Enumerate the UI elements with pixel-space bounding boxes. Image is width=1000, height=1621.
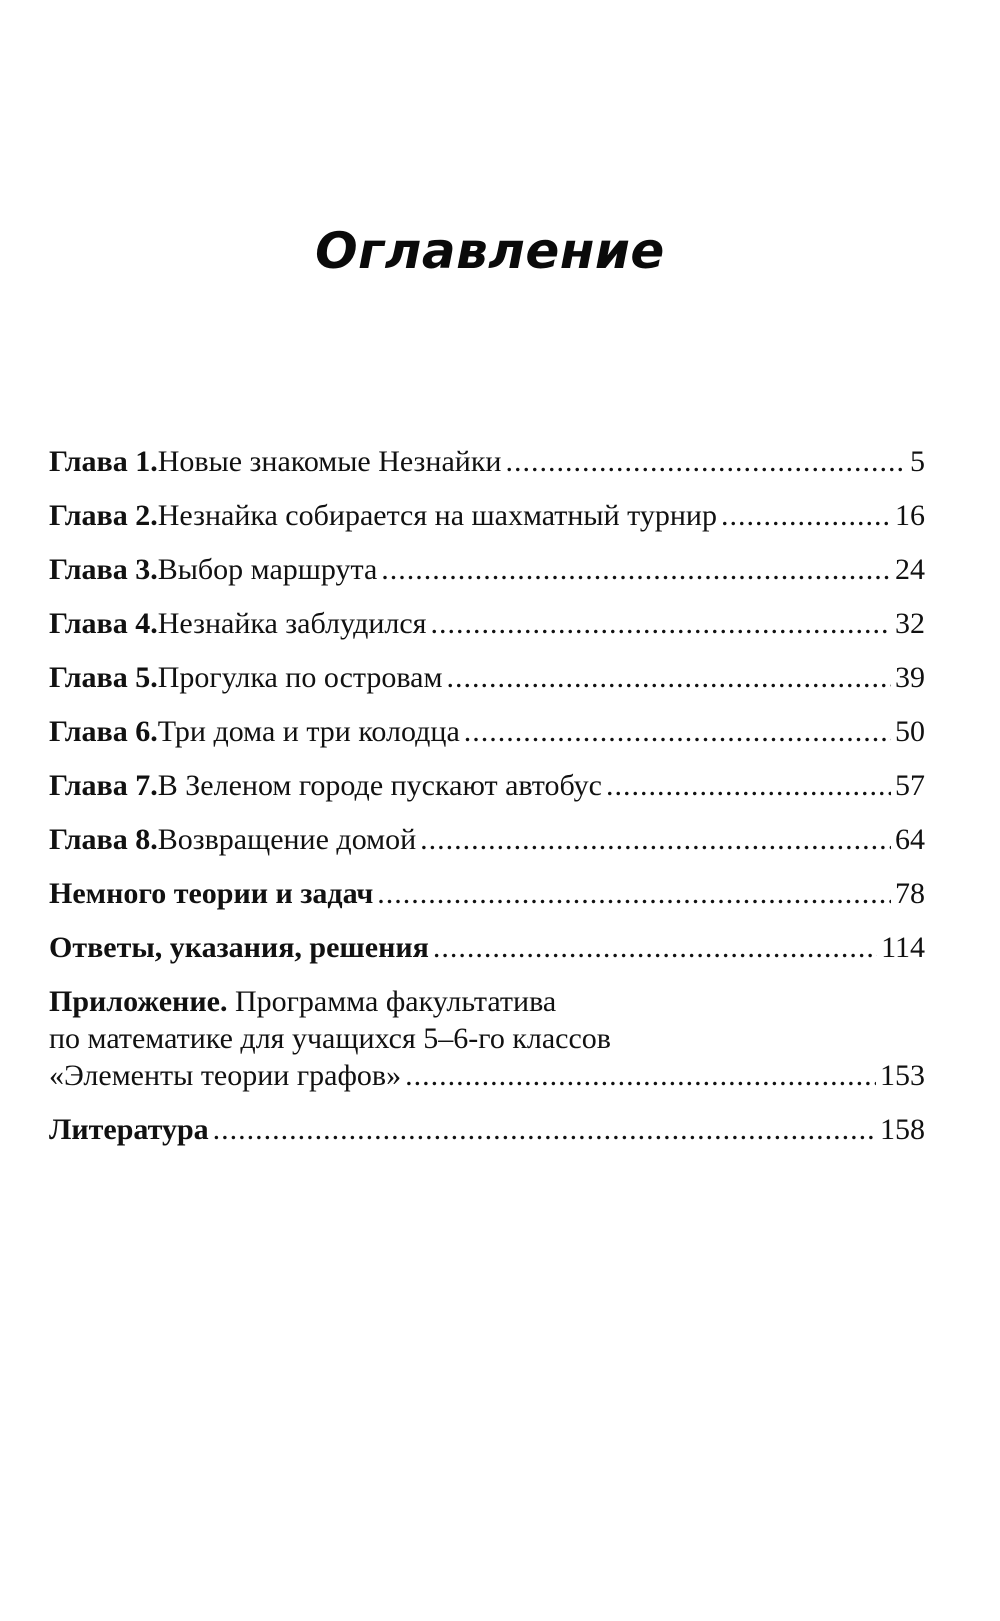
dot-leader — [464, 713, 891, 750]
toc-entry-chapter-2 — [49, 497, 925, 534]
toc-entry-chapter-1 — [49, 443, 925, 480]
table-of-contents — [49, 443, 925, 1165]
toc-entry-page: 39 — [895, 661, 925, 694]
toc-entry-page: 78 — [895, 877, 925, 910]
toc-entry-chapter-3 — [49, 551, 925, 588]
toc-entry-title: Возвращение домой — [157, 823, 417, 856]
dot-leader — [420, 821, 891, 858]
toc-entry-title: Три дома и три колодца — [157, 715, 460, 748]
dot-leader — [446, 659, 891, 696]
toc-entry-lead: Глава 1. — [49, 445, 158, 478]
dot-leader — [381, 551, 891, 588]
toc-entry-page: 50 — [895, 715, 925, 748]
toc-entry-title: Незнайка заблудился — [157, 607, 427, 640]
toc-entry-answers — [49, 929, 925, 966]
dot-leader — [405, 1057, 876, 1094]
toc-entry-lead: Немного теории и задач — [49, 877, 374, 910]
dot-leader — [505, 443, 906, 480]
toc-entry-page: 153 — [880, 1059, 925, 1092]
appendix-line-3 — [49, 1057, 925, 1094]
dot-leader — [430, 605, 891, 642]
toc-entry-lead: Глава 6. — [49, 715, 158, 748]
toc-entry-lead: Ответы, указания, решения — [49, 931, 429, 964]
appendix-title-line-2: по математике для учащихся 5–6-го классов — [49, 1022, 611, 1055]
appendix-title-line-3: «Элементы теории графов» — [49, 1059, 402, 1092]
toc-entry-page: 57 — [895, 769, 925, 802]
toc-entry-page: 24 — [895, 553, 925, 586]
toc-entry-page: 32 — [895, 607, 925, 640]
toc-entry-literature — [49, 1111, 925, 1148]
dot-leader — [721, 497, 891, 534]
dot-leader — [606, 767, 891, 804]
toc-entry-title: Выбор маршрута — [157, 553, 378, 586]
toc-entry-title: Незнайка собирается на шахматный турнир — [157, 499, 717, 532]
toc-entry-lead: Глава 3. — [49, 553, 158, 586]
toc-entry-appendix — [49, 983, 925, 1094]
toc-entry-title: В Зеленом городе пускают автобус — [157, 769, 602, 802]
toc-entry-lead: Литература — [49, 1113, 209, 1146]
toc-entry-page: 114 — [881, 931, 925, 964]
toc-entry-title: Прогулка по островам — [157, 661, 443, 694]
toc-entry-chapter-6 — [49, 713, 925, 750]
toc-entry-lead: Глава 7. — [49, 769, 158, 802]
dot-leader — [377, 875, 891, 912]
toc-entry-lead: Глава 5. — [49, 661, 158, 694]
toc-entry-chapter-8 — [49, 821, 925, 858]
toc-entry-title: Новые знакомые Незнайки — [157, 445, 502, 478]
toc-entry-lead: Глава 4. — [49, 607, 158, 640]
toc-entry-page: 158 — [880, 1113, 925, 1146]
toc-entry-chapter-4 — [49, 605, 925, 642]
appendix-title-line-1: Программа факультатива — [234, 985, 557, 1018]
toc-entry-page: 5 — [910, 445, 925, 478]
toc-entry-page: 64 — [895, 823, 925, 856]
dot-leader — [433, 929, 877, 966]
toc-entry-lead: Глава 2. — [49, 499, 158, 532]
toc-entry-lead: Глава 8. — [49, 823, 158, 856]
toc-entry-theory — [49, 875, 925, 912]
page-title: Оглавление — [315, 222, 665, 280]
toc-entry-lead: Приложение. — [49, 985, 228, 1018]
toc-entry-chapter-7 — [49, 767, 925, 804]
toc-entry-chapter-5 — [49, 659, 925, 696]
dot-leader — [213, 1111, 876, 1148]
appendix-line-1 — [49, 983, 925, 1020]
toc-entry-page: 16 — [895, 499, 925, 532]
